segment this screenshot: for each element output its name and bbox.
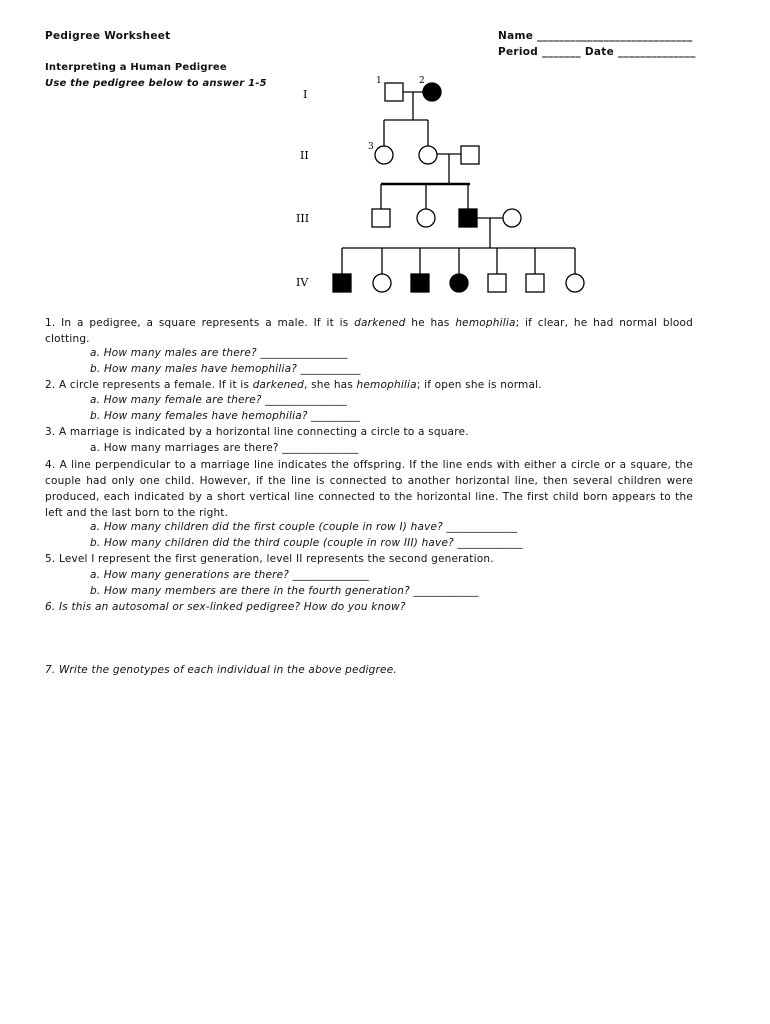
question-4b: b. How many children did the third couple (couple in row III) have? ____________	[90, 537, 523, 549]
generation-label-I: I	[303, 88, 308, 101]
individual-number-2: 2	[419, 76, 425, 86]
gen3-male-affected	[459, 209, 477, 227]
question-2b: b. How many females have hemophilia? _________	[90, 410, 361, 422]
question-1a: a. How many males are there? ________________	[90, 347, 348, 359]
name-line: Name ____________________________	[498, 30, 693, 42]
gen4-male-unaffected-5	[488, 274, 506, 292]
question-3: 3. A marriage is indicated by a horizontal line connecting a circle to a square.	[45, 426, 469, 438]
gen1-male-unaffected	[385, 83, 403, 101]
gen4-female-unaffected-2	[373, 274, 391, 292]
gen4-male-affected-3	[411, 274, 429, 292]
pedigree-diagram	[0, 0, 770, 310]
question-4a: a. How many children did the first couple (couple in row I) have? _____________	[90, 521, 518, 533]
gen2-female-unaffected	[419, 146, 437, 164]
generation-label-III: III	[296, 212, 310, 225]
section-instruction: Use the pedigree below to answer 1-5	[45, 78, 267, 89]
question-7: 7. Write the genotypes of each individual in the above pedigree.	[45, 664, 397, 676]
gen2-female-unaffected-3	[375, 146, 393, 164]
question-6: 6. Is this an autosomal or sex-linked pedigree? How do you know?	[45, 601, 406, 613]
gen3-female-unaffected-spouse	[503, 209, 521, 227]
period-date-line: Period _______ Date ______________	[498, 46, 696, 58]
gen3-male-unaffected	[372, 209, 390, 227]
individual-number-1: 1	[376, 76, 382, 86]
gen2-male-unaffected-spouse	[461, 146, 479, 164]
individual-number-3: 3	[368, 142, 374, 152]
question-1: 1. In a pedigree, a square represents a male. If it is darkened he has hemophilia; if clear, he had normal blood clotting.	[45, 317, 693, 345]
gen1-female-affected	[423, 83, 441, 101]
worksheet-title: Pedigree Worksheet	[45, 30, 171, 42]
gen4-male-affected-1	[333, 274, 351, 292]
generation-label-IV: IV	[296, 276, 309, 289]
question-5a: a. How many generations are there? ______________	[90, 569, 369, 581]
gen3-female-unaffected	[417, 209, 435, 227]
question-2: 2. A circle represents a female. If it is darkened, she has hemophilia; if open she is normal.	[45, 379, 542, 391]
gen4-male-unaffected-6	[526, 274, 544, 292]
question-2a: a. How many female are there? _______________	[90, 394, 347, 406]
question-4: 4. A line perpendicular to a marriage line indicates the offspring. If the line ends with either a circle or a square, the couple had only one child. However, if the line is connected to another horizontal line, then several children were produced, each indicated by a short vertical line connected to the horizontal line. The first child born appears to the left and the last born to the right.	[45, 459, 693, 519]
question-1b: b. How many males have hemophilia? ___________	[90, 363, 361, 375]
gen4-female-unaffected-7	[566, 274, 584, 292]
question-5b: b. How many members are there in the fourth generation? ____________	[90, 585, 479, 597]
question-3a: a. How many marriages are there? ______________	[90, 442, 359, 454]
question-5: 5. Level I represent the first generation, level II represents the second generation.	[45, 553, 494, 565]
generation-label-II: II	[300, 149, 309, 162]
section-heading: Interpreting a Human Pedigree	[45, 62, 227, 73]
gen4-female-affected-4	[450, 274, 468, 292]
